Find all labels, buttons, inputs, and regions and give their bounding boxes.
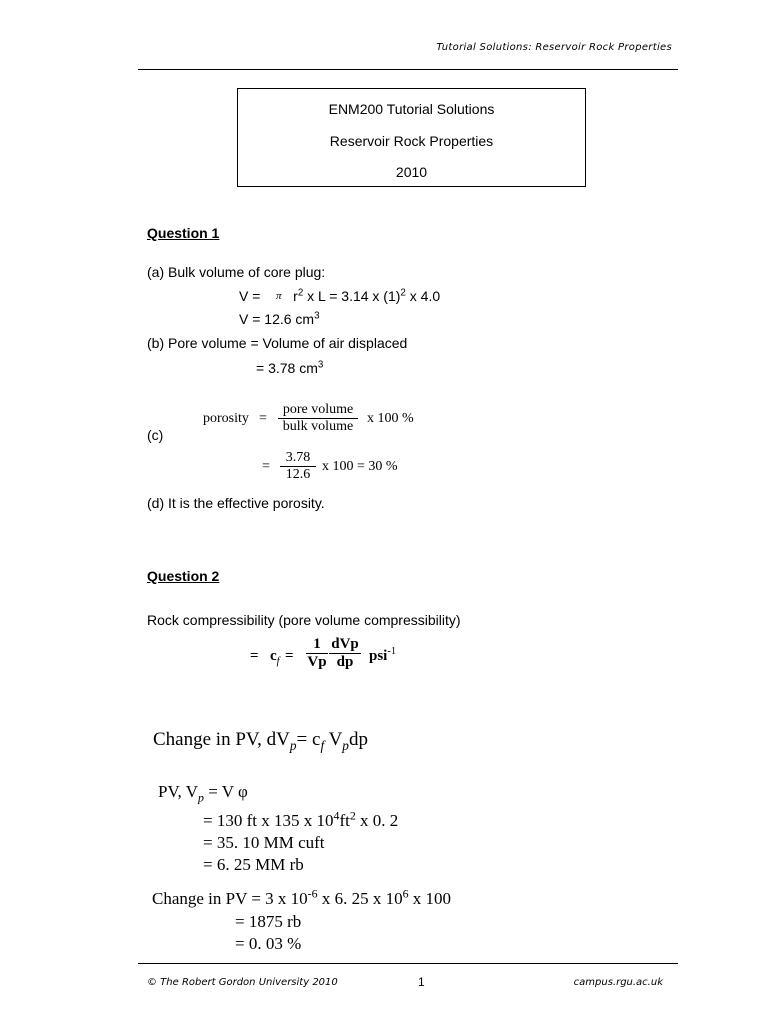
page-number: 1 — [418, 975, 425, 989]
porosity-numerator: pore volume — [282, 402, 354, 417]
cf-fraction-1 — [306, 636, 328, 671]
question-1-heading: Question 1 — [147, 225, 220, 241]
porosity-multiplier: x 100 % — [367, 411, 414, 426]
footer-copyright: © The Robert Gordon University 2010 — [147, 977, 338, 988]
cf-equals: = — [250, 648, 259, 664]
cf-numerator-2: dVp — [331, 636, 359, 652]
q2-intro: Rock compressibility (pore volume compressibility) — [147, 612, 461, 628]
cf-denominator-2: dp — [329, 653, 361, 671]
change-pv-calc-1: Change in PV = 3 x $10^{-6}$ x 6. 25 x $10^6$ x 100 — [152, 886, 452, 908]
pi-symbol: π — [275, 290, 282, 302]
footer-site: campus.rgu.ac.uk — [573, 977, 663, 988]
footer-rule — [138, 963, 678, 964]
title-box — [237, 88, 586, 187]
porosity-word: porosity — [203, 411, 249, 426]
q1-a-label: (a) Bulk volume of core plug: — [147, 264, 326, 280]
year-title: 2010 — [395, 164, 428, 180]
q1-c-label: (c) — [147, 427, 164, 443]
pv-formula: PV, $V_p = V$ φ — [158, 782, 248, 805]
q1-b-equation: = 3.78 $cm^3$ — [256, 359, 324, 376]
q1-a-equation-2: V = 12.6 $cm^3$ — [239, 310, 320, 327]
change-in-pv-formula: Change in PV, $dV_p= c_f$ $V_pdp$ — [153, 729, 368, 753]
q1-b-label: (b) Pore volume = Volume of air displaced — [147, 335, 408, 351]
running-header: Tutorial Solutions: Reservoir Rock Properties — [436, 42, 672, 53]
porosity-equals-2: = — [262, 459, 270, 474]
cf-denominator-1: Vp — [307, 654, 327, 670]
topic-title: Reservoir Rock Properties — [329, 133, 494, 149]
change-pv-calc-2: = 1875 rb — [235, 912, 302, 931]
porosity-value-fraction — [280, 450, 316, 483]
header-rule — [138, 69, 678, 70]
cf-equals-2: = — [285, 648, 294, 664]
porosity-denominator: bulk volume — [278, 418, 358, 435]
porosity-result: x 100 = 30 % — [322, 459, 398, 474]
change-pv-calc-3: = 0. 03 % — [235, 934, 302, 953]
question-2-heading: Question 2 — [147, 568, 220, 584]
porosity-value-denominator: 12.6 — [280, 466, 316, 483]
pv-line-2: = 35. 10 MM cuft — [203, 833, 325, 852]
pv-line-1: = 130 ft x 135 x $10^4ft^2$ x 0. 2 — [203, 808, 399, 830]
course-title: ENM200 Tutorial Solutions — [328, 101, 495, 117]
cf-numerator-1: 1 — [313, 636, 321, 652]
cf-unit: psi$^{-1}$ — [369, 646, 397, 664]
cf-symbol: $c_f$ — [270, 648, 280, 667]
q1-a-equation-1: V = π $r^2$ x L = 3.14 x $(1)^2$ x 4.0 — [239, 287, 441, 304]
pv-line-3: = 6. 25 MM rb — [203, 855, 304, 874]
porosity-fraction — [278, 402, 358, 435]
porosity-equals: = — [259, 411, 267, 426]
q1-d-label: (d) It is the effective porosity. — [147, 495, 325, 511]
porosity-value-numerator: 3.78 — [285, 450, 311, 465]
cf-fraction-2 — [329, 636, 361, 671]
